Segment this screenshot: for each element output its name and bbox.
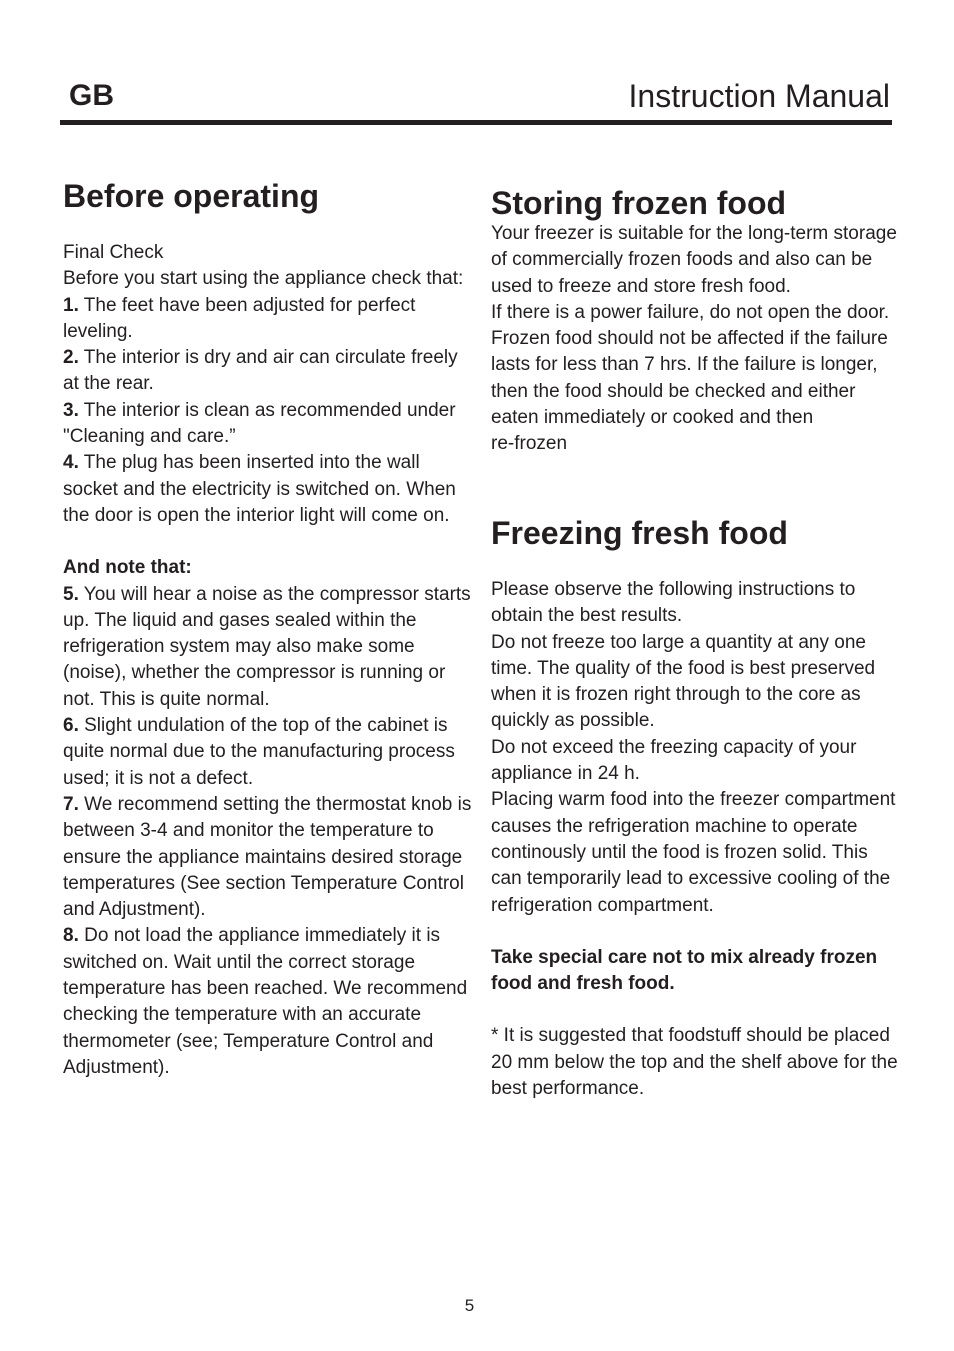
note-text: We recommend setting the thermostat knob is between 3-4 and monitor the temperature to ensure the appliance maintains desired storage temperatures (See section Temperature Control and Adjustment).	[63, 793, 472, 921]
freezing-fresh-food-heading: Freezing fresh food	[491, 515, 788, 551]
check-text: The plug has been inserted into the wall socket and the electricity is switched on. When the door is open the interior light will come on.	[63, 452, 456, 526]
country-code: GB	[69, 79, 114, 112]
note-item	[63, 792, 473, 923]
note-number: 7.	[63, 793, 79, 815]
manual-title: Instruction Manual	[628, 78, 890, 114]
freezing-fresh-food-section	[491, 577, 901, 1102]
freezing-warning: Take special care not to mix already frozen food and fresh food.	[491, 946, 878, 995]
freezing-paragraph: Do not exceed the freezing capacity of your appliance in 24 h.	[491, 736, 857, 785]
storing-frozen-food-section	[491, 221, 901, 458]
freezing-paragraph: Please observe the following instructions to obtain the best results.	[491, 579, 856, 627]
page-header	[62, 74, 890, 116]
freezing-paragraph: Do not freeze too large a quantity at any one time. The quality of the food is best preserved when it is frozen right through to the core as quickly as possible.	[491, 631, 876, 732]
check-item	[63, 398, 473, 451]
note-heading: And note that:	[63, 557, 192, 579]
spacer	[63, 529, 473, 555]
check-number: 1.	[63, 294, 79, 316]
note-item	[63, 582, 473, 713]
check-text: The interior is dry and air can circulate freely at the rear.	[63, 347, 458, 395]
spacer	[491, 919, 901, 945]
freezing-suggestion: * It is suggested that foodstuff should be placed 20 mm below the top and the shelf above for the best performance.	[491, 1025, 898, 1100]
check-number: 4.	[63, 452, 79, 474]
header-divider	[60, 120, 892, 125]
storing-paragraph: re-frozen	[491, 433, 568, 455]
note-text: Do not load the appliance immediately it is switched on. Wait until the correct storage temperature has been reached. We recommend checking the temperature with an accurate thermometer (see; Temperature Control and Adjustment).	[63, 925, 468, 1078]
final-check-subheading: Final Check	[63, 242, 164, 263]
storing-frozen-food-heading: Storing frozen food	[491, 185, 787, 221]
check-text: The interior is clean as recommended under "Cleaning and care.”	[63, 399, 456, 448]
check-number: 3.	[63, 399, 79, 421]
note-item	[63, 923, 473, 1081]
note-item	[63, 713, 473, 792]
check-item	[63, 345, 473, 398]
note-number: 8.	[63, 925, 79, 947]
check-text: The feet have been adjusted for perfect leveling.	[63, 294, 416, 342]
storing-paragraph: Your freezer is suitable for the long-term storage of commercially frozen foods and also can be used to freeze and store fresh food.	[491, 223, 897, 297]
before-operating-heading: Before operating	[63, 178, 320, 214]
check-item	[63, 293, 473, 346]
freezing-paragraph: Placing warm food into the freezer compartment causes the refrigeration machine to operate continously until the food is frozen solid. This can temporarily lead to excessive cooling of the refrigeration compartment.	[491, 789, 896, 916]
final-check-intro: Before you start using the appliance check that:	[63, 268, 464, 290]
note-number: 5.	[63, 583, 79, 605]
check-item	[63, 450, 473, 529]
note-number: 6.	[63, 715, 79, 737]
check-number: 2.	[63, 347, 79, 369]
note-text: You will hear a noise as the compressor starts up. The liquid and gases sealed within the refrigeration system may also make some (noise), whether the compressor is running or not. This is quite normal.	[63, 583, 471, 710]
page-number: 5	[464, 1296, 475, 1315]
before-operating-section	[63, 240, 473, 1081]
note-text: Slight undulation of the top of the cabinet is quite normal due to the manufacturing process used; it is not a defect.	[63, 715, 455, 789]
storing-paragraph: If there is a power failure, do not open the door. Frozen food should not be affected if the failure lasts for less than 7 hrs. If the failure is longer, then the food should be checked and either eaten immediately or cooked and then	[491, 301, 890, 429]
spacer	[491, 997, 901, 1023]
